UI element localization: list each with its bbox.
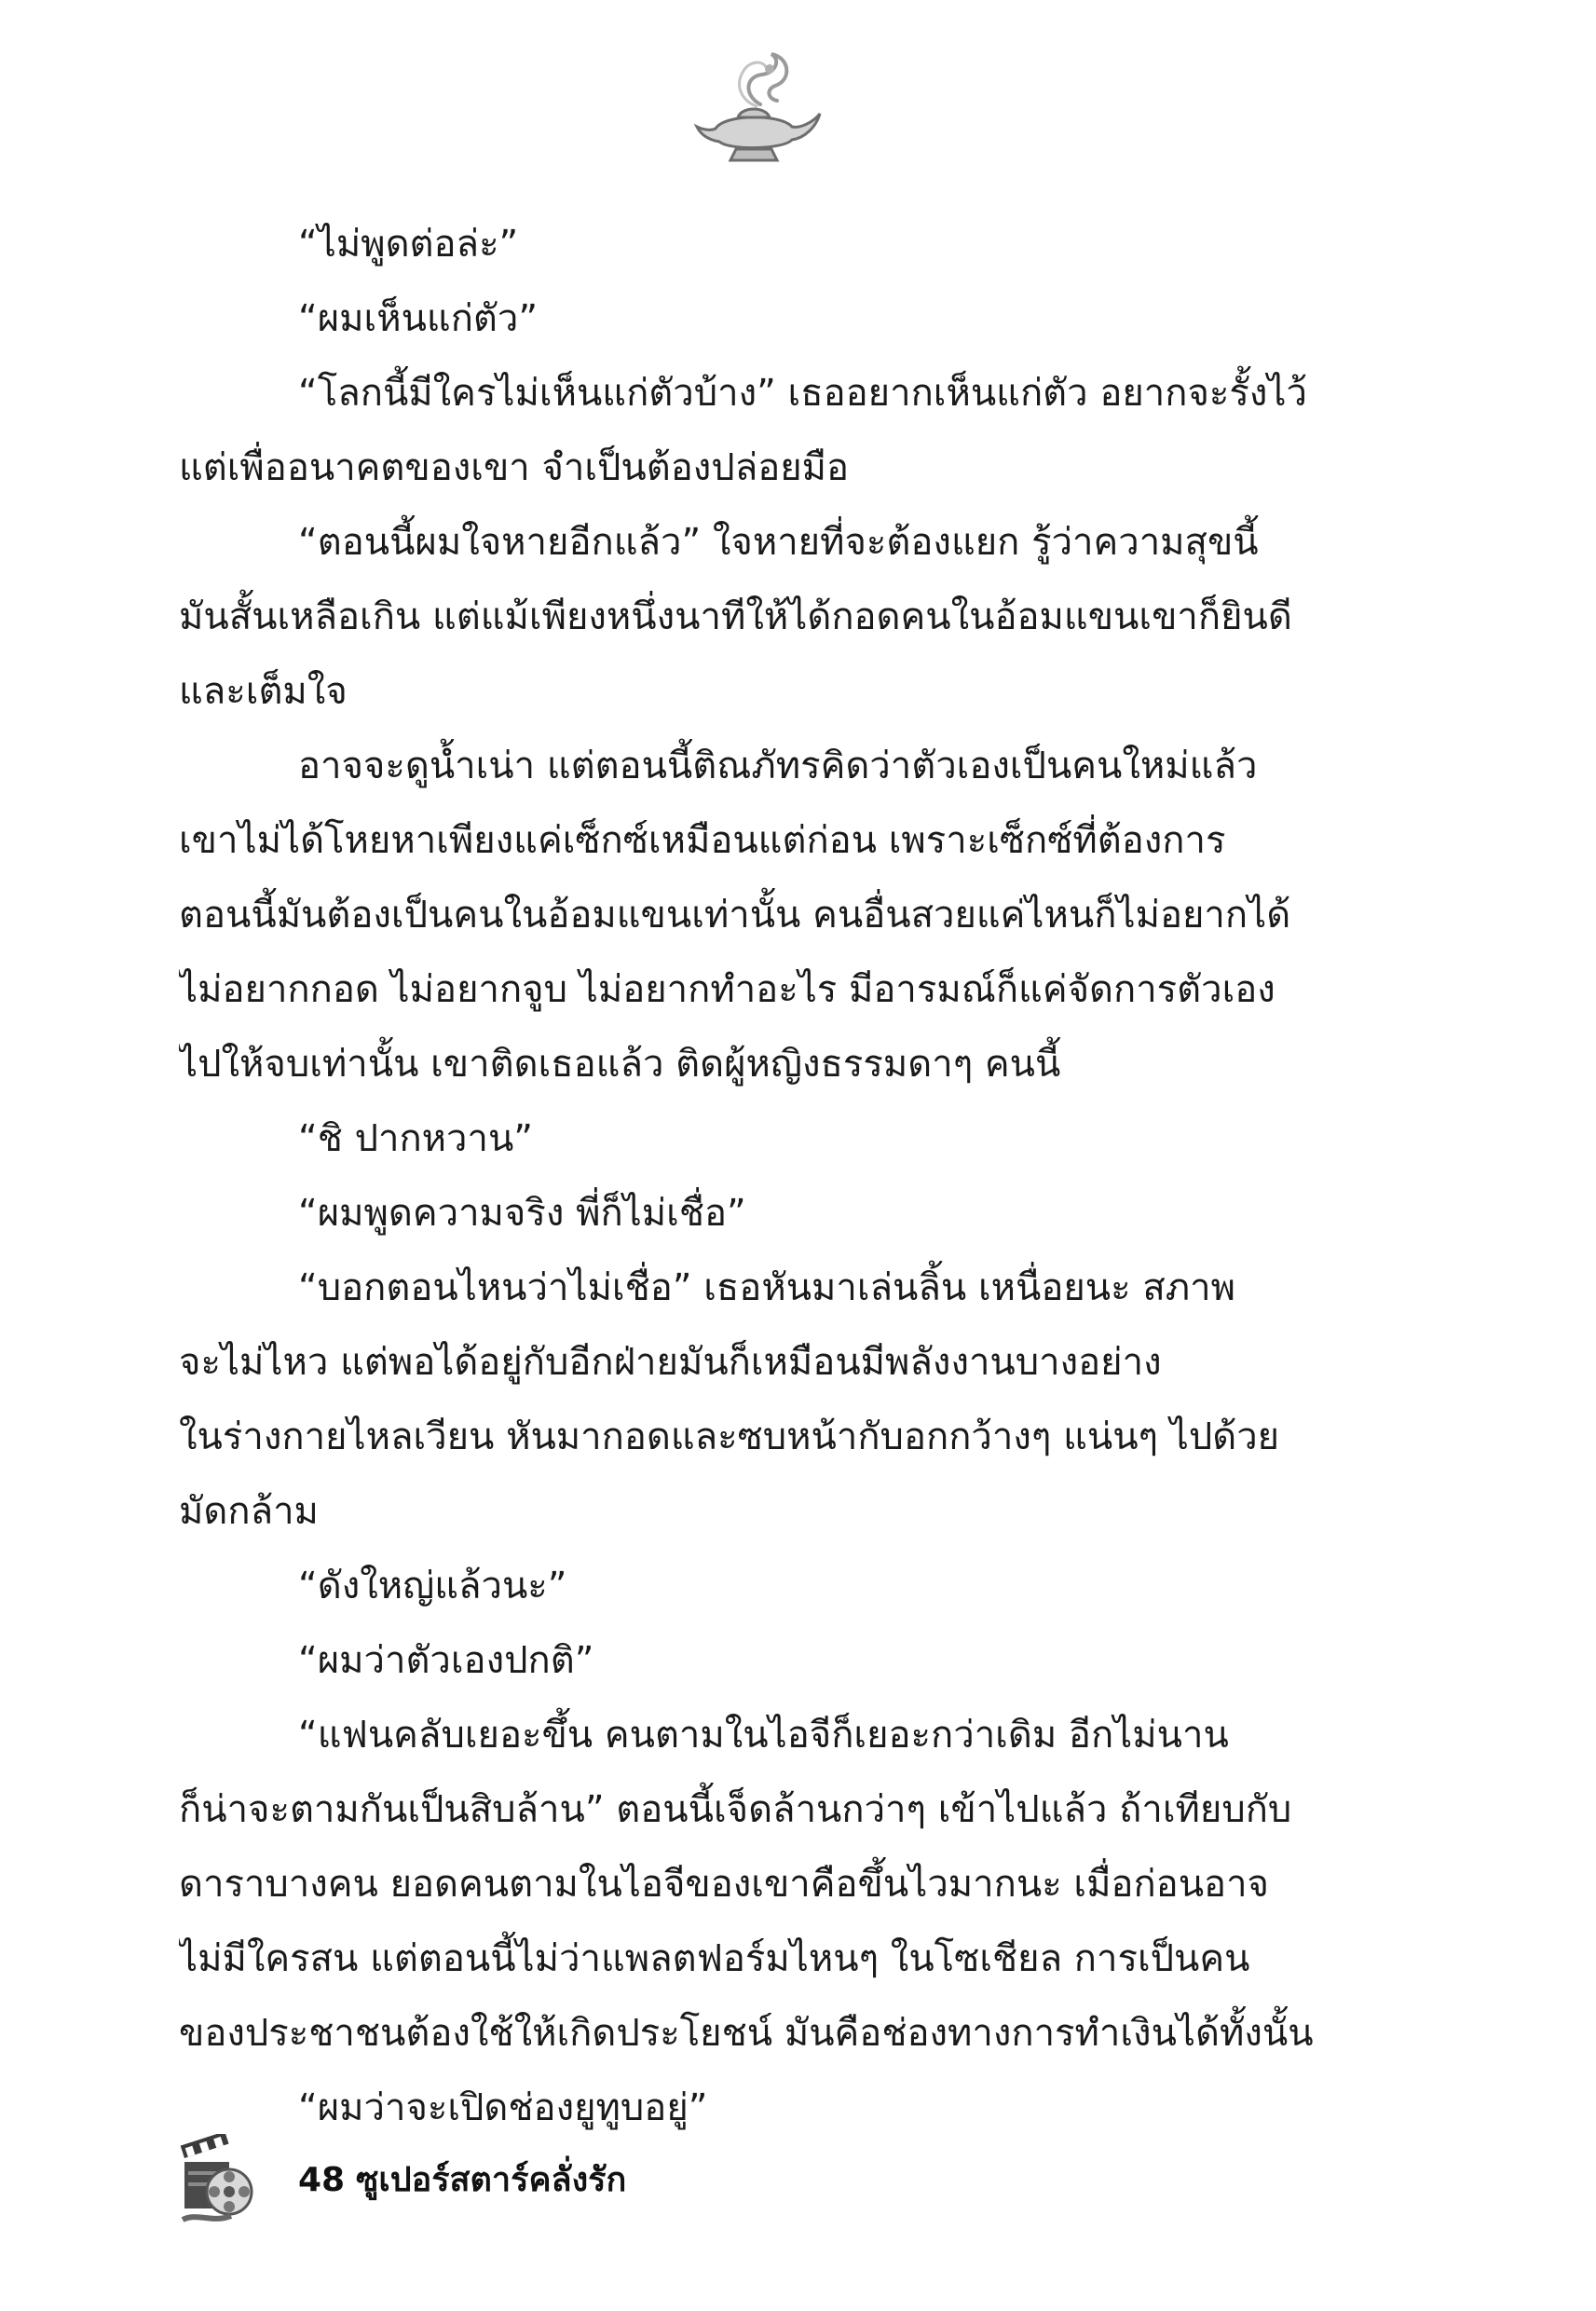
text-line: แต่เพื่ออนาคตของเขา จำเป็นต้องปล่อยมือ <box>179 446 850 489</box>
text-line: เขาไม่ได้โหยหาเพียงแค่เซ็กซ์เหมือนแต่ก่อน เพราะเซ็กซ์ที่ต้องการ <box>179 819 1226 862</box>
text-line: ไปให้จบเท่านั้น เขาติดเธอแล้ว ติดผู้หญิงธรรมดาๆ คนนี้ <box>179 1043 1061 1086</box>
genie-lamp-icon <box>688 48 827 170</box>
text-line: “ตอนนี้ผมใจหายอีกแล้ว” ใจหายที่จะต้องแยก รู้ว่าความสุขนี้ <box>298 521 1259 564</box>
text-line: ของประชาชนต้องใช้ให้เกิดประโยชน์ มันคือช่องทางการทำเงินได้ทั้งนั้น <box>179 2012 1314 2055</box>
film-reel-icon <box>179 2134 253 2227</box>
text-line: มัดกล้าม <box>179 1490 319 1533</box>
body-text <box>179 207 1330 2145</box>
text-line: และเต็มใจ <box>179 670 348 713</box>
text-line: อาจจะดูน้ำเน่า แต่ตอนนี้ติณภัทรคิดว่าตัวเองเป็นคนใหม่แล้ว <box>298 745 1258 787</box>
text-line: มันสั้นเหลือเกิน แต่แม้เพียงหนึ่งนาทีให้ได้กอดคนในอ้อมแขนเขาก็ยินดี <box>179 595 1292 638</box>
text-line: ดาราบางคน ยอดคนตามในไอจีของเขาคือขึ้นไวมากนะ เมื่อก่อนอาจ <box>179 1863 1269 1906</box>
book-title: ซูเปอร์สตาร์คลั่งรัก <box>356 2161 627 2199</box>
text-line: “โลกนี้มีใครไม่เห็นแก่ตัวบ้าง” เธออยากเห็นแก่ตัว อยากจะรั้งไว้ <box>298 372 1307 415</box>
text-line: “ไม่พูดต่อล่ะ” <box>298 223 519 266</box>
text-line: จะไม่ไหว แต่พอได้อยู่กับอีกฝ่ายมันก็เหมือนมีพลังงานบางอย่าง <box>179 1341 1162 1384</box>
text-line: “ชิ ปากหวาน” <box>298 1117 534 1160</box>
text-line: “ผมว่าตัวเองปกติ” <box>298 1639 594 1682</box>
page-number: 48 <box>298 2161 346 2199</box>
text-line: “ผมเห็นแก่ตัว” <box>298 297 539 340</box>
text-line: “ดังใหญ่แล้วนะ” <box>298 1565 567 1607</box>
text-line: “ผมว่าจะเปิดช่องยูทูบอยู่” <box>298 2086 708 2129</box>
text-line: ไม่มีใครสน แต่ตอนนี้ไม่ว่าแพลตฟอร์มไหนๆ ในโซเชียล การเป็นคน <box>179 1937 1250 1980</box>
text-line: ก็น่าจะตามกันเป็นสิบล้าน” ตอนนี้เจ็ดล้านกว่าๆ เข้าไปแล้ว ถ้าเทียบกับ <box>179 1788 1292 1831</box>
text-line: “แฟนคลับเยอะขึ้น คนตามในไอจีก็เยอะกว่าเดิม อีกไม่นาน <box>298 1714 1229 1757</box>
page-footer <box>179 2134 1017 2227</box>
text-line: ในร่างกายไหลเวียน หันมากอดและซบหน้ากับอกกว้างๆ แน่นๆ ไปด้วย <box>179 1415 1280 1458</box>
text-line: “ผมพูดความจริง พี่ก็ไม่เชื่อ” <box>298 1192 746 1235</box>
text-line: “บอกตอนไหนว่าไม่เชื่อ” เธอหันมาเล่นลิ้น เหนื่อยนะ สภาพ <box>298 1266 1235 1309</box>
text-line: ตอนนี้มันต้องเป็นคนในอ้อมแขนเท่านั้น คนอื่นสวยแค่ไหนก็ไม่อยากได้ <box>179 894 1291 937</box>
text-line: ไม่อยากกอด ไม่อยากจูบ ไม่อยากทำอะไร มีอารมณ์ก็แค่จัดการตัวเอง <box>179 968 1275 1011</box>
